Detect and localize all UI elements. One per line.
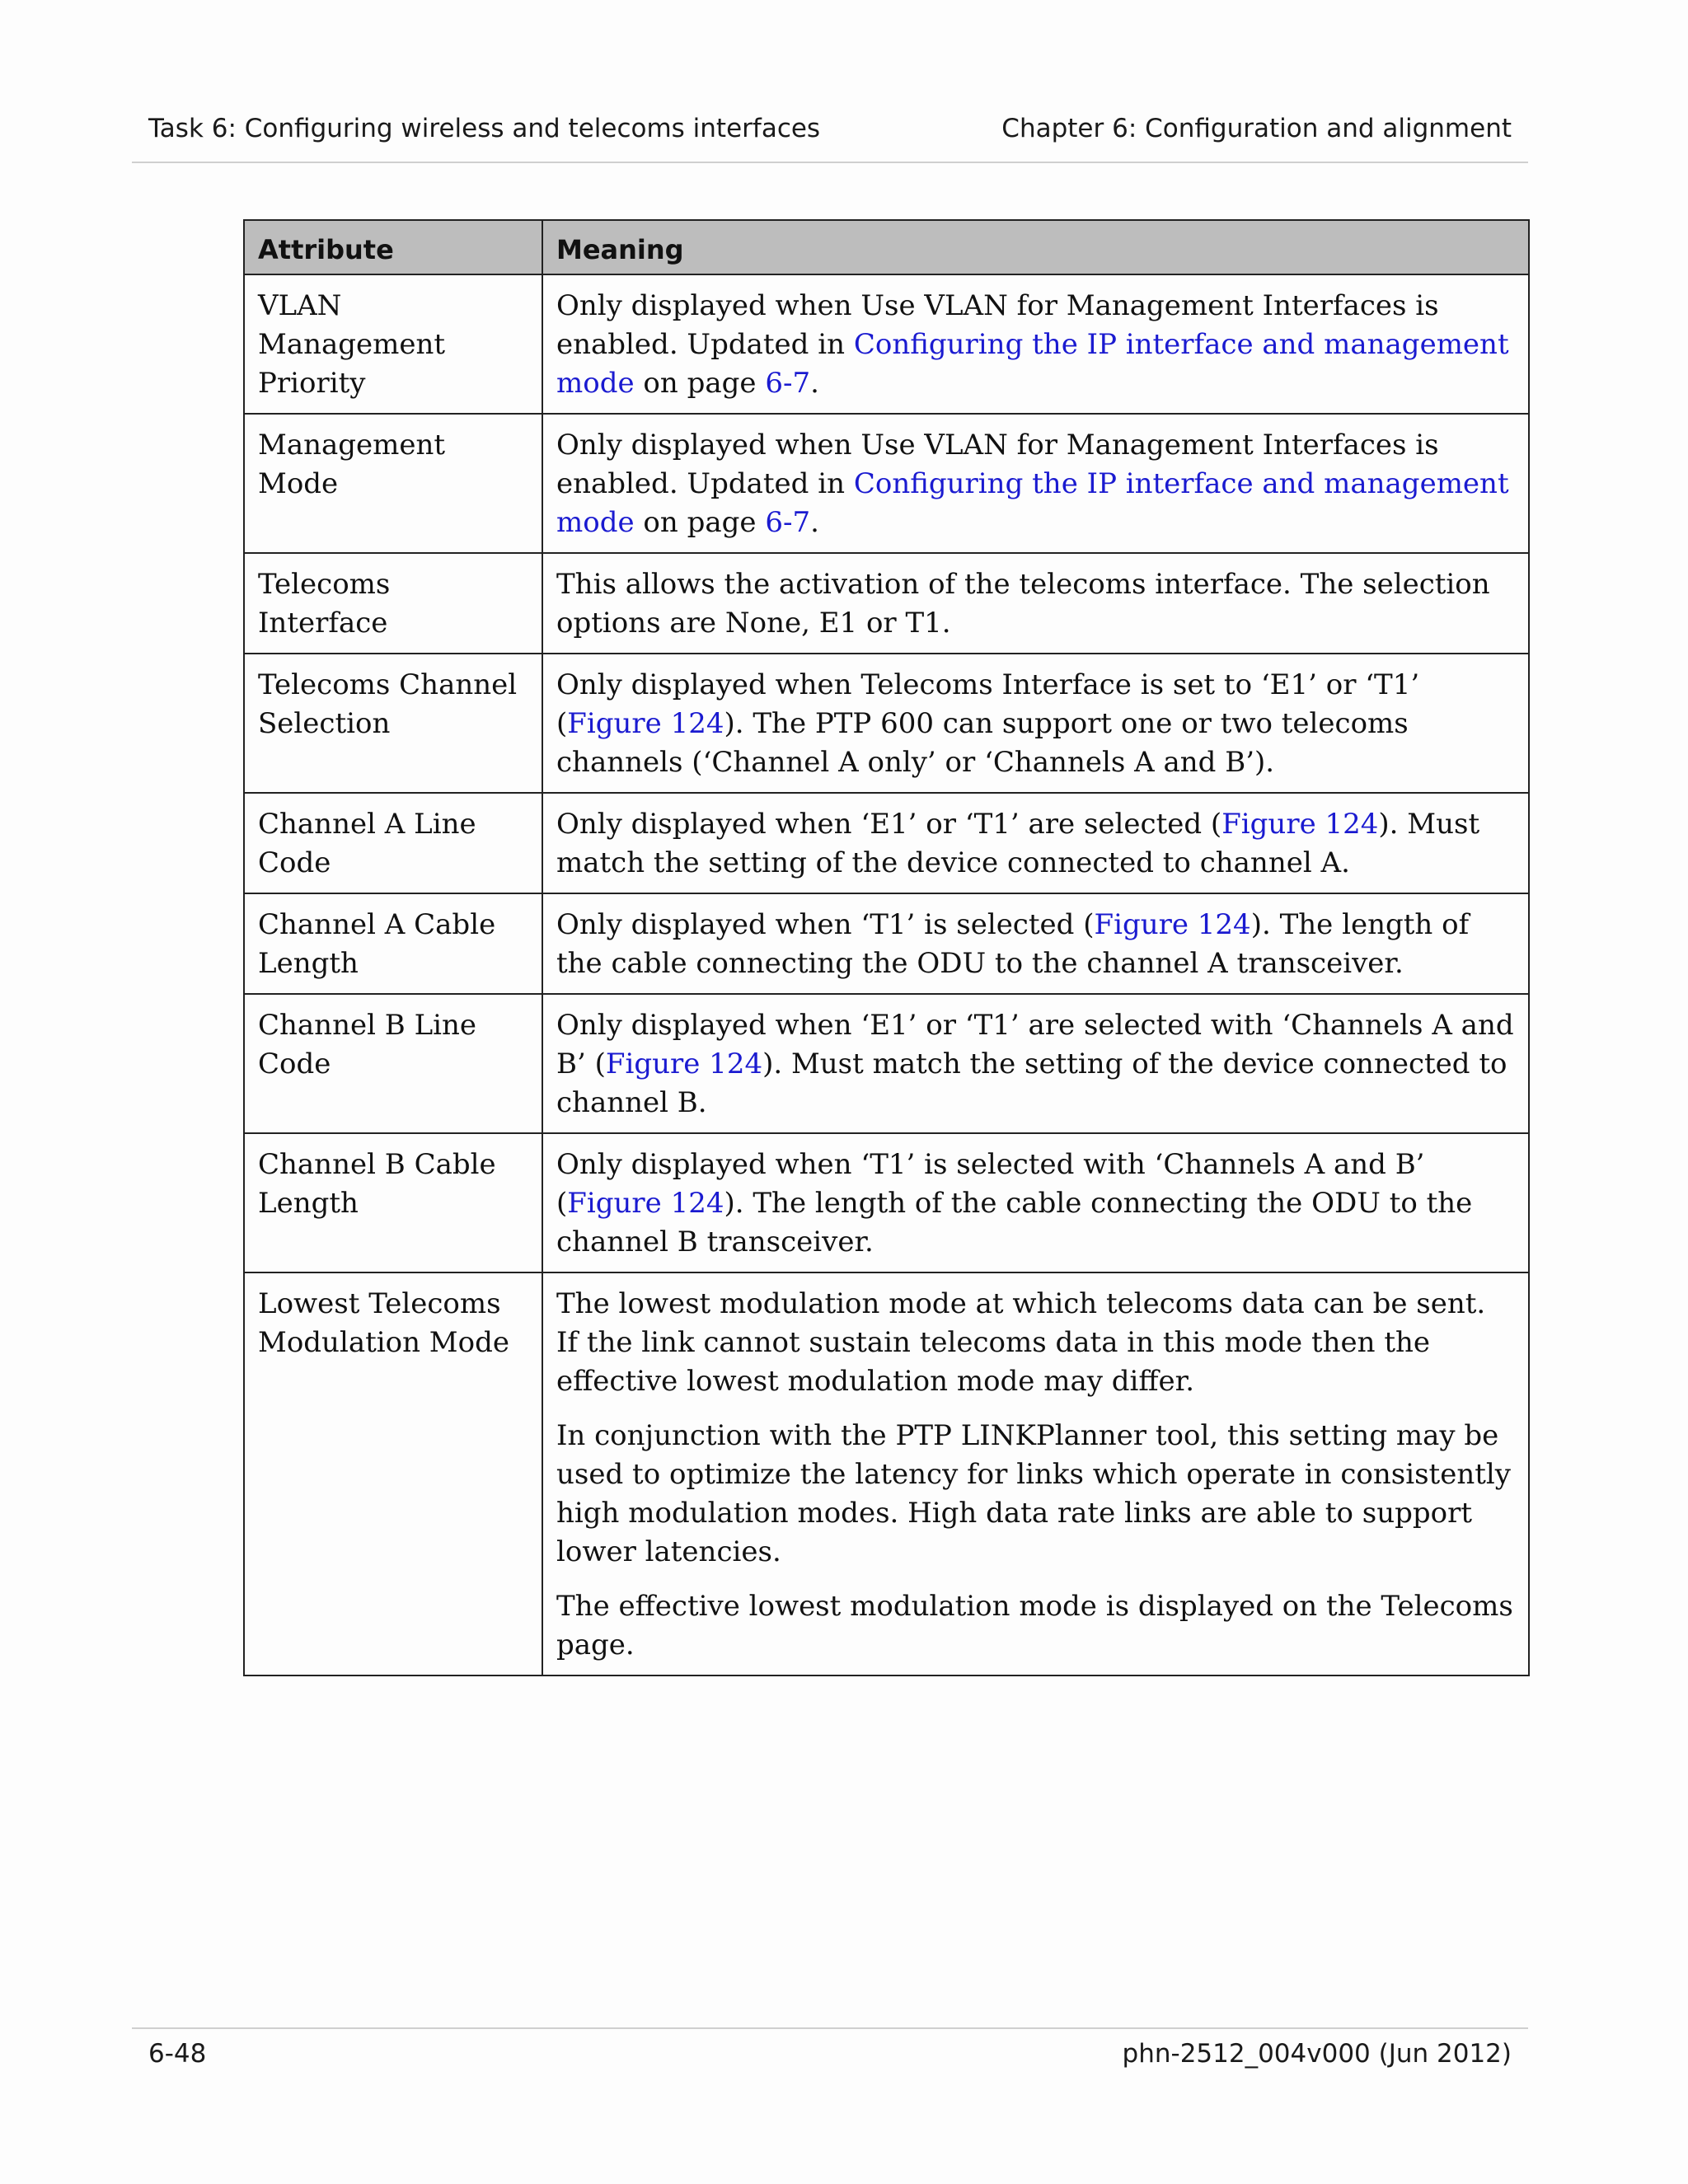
attribute-cell: Channel B Cable Length (244, 1133, 542, 1272)
attribute-table (243, 219, 1530, 1676)
column-header-meaning: Meaning (542, 220, 1529, 274)
cross-reference-link[interactable]: Figure 124 (567, 707, 724, 740)
table-row (244, 994, 1529, 1133)
header-section-title: Task 6: Configuring wireless and telecoms interfaces (148, 114, 821, 143)
meaning-cell (542, 553, 1529, 654)
page-number: 6-48 (148, 2039, 207, 2069)
meaning-text: ). Must match the setting of the device connected to channel A. (556, 808, 1480, 879)
meaning-paragraph (556, 1417, 1515, 1572)
meaning-text: This allows the activation of the telecoms interface. The selection options are None, E1 or T1. (556, 568, 1490, 640)
header-divider (132, 162, 1528, 163)
table-row (244, 414, 1529, 553)
meaning-paragraph (556, 666, 1515, 782)
meaning-text: Only displayed when ‘T1’ is selected with ‘Channels A and B’ ( (556, 1148, 1425, 1220)
meaning-cell (542, 1133, 1529, 1272)
column-header-attribute: Attribute (244, 220, 542, 274)
page-header (148, 114, 1512, 150)
meaning-text: Only displayed when Use VLAN for Management Interfaces is enabled. Updated in (556, 289, 1439, 361)
cross-reference-link[interactable]: Configuring the IP interface and management mode (556, 467, 1509, 539)
meaning-cell (542, 654, 1529, 793)
cross-reference-link[interactable]: Figure 124 (1221, 808, 1379, 841)
meaning-text: ). The length of the cable connecting the ODU to the channel B transceiver. (556, 1187, 1473, 1258)
table-row (244, 654, 1529, 793)
meaning-text: Only displayed when Use VLAN for Management Interfaces is enabled. Updated in (556, 429, 1439, 500)
meaning-text: ). The PTP 600 can support one or two telecoms channels (‘Channel A only’ or ‘Channels A and B’). (556, 707, 1409, 779)
header-chapter-title: Chapter 6: Configuration and alignment (1001, 114, 1512, 143)
table-row (244, 553, 1529, 654)
meaning-text: Only displayed when ‘E1’ or ‘T1’ are selected with ‘Channels A and B’ ( (556, 1009, 1514, 1080)
meaning-paragraph (556, 1587, 1515, 1665)
meaning-cell (542, 994, 1529, 1133)
cross-reference-link[interactable]: Configuring the IP interface and management mode (556, 328, 1509, 400)
meaning-paragraph (556, 1285, 1515, 1401)
meaning-text: In conjunction with the PTP LINKPlanner tool, this setting may be used to optimize the latency for links which operate in consistently high modulation modes. High data rate links are able to support lower latencies. (556, 1419, 1511, 1568)
meaning-cell (542, 793, 1529, 893)
attribute-cell: Telecoms Channel Selection (244, 654, 542, 793)
cross-reference-link[interactable]: Figure 124 (567, 1187, 724, 1220)
page-reference-link[interactable]: 6-7 (765, 506, 811, 539)
meaning-text: . (810, 367, 819, 400)
page-reference-link[interactable]: 6-7 (765, 367, 811, 400)
attribute-cell: Lowest Telecoms Modulation Mode (244, 1272, 542, 1675)
meaning-text: ). The length of the cable connecting the ODU to the channel A transceiver. (556, 908, 1470, 980)
table-row (244, 893, 1529, 994)
table-row (244, 1272, 1529, 1675)
attribute-cell: Telecoms Interface (244, 553, 542, 654)
attribute-cell: Channel A Cable Length (244, 893, 542, 994)
table-row (244, 1133, 1529, 1272)
meaning-text: . (810, 506, 819, 539)
meaning-paragraph (556, 565, 1515, 643)
table-row (244, 274, 1529, 414)
meaning-text: The effective lowest modulation mode is displayed on the Telecoms page. (556, 1590, 1513, 1661)
table-row (244, 793, 1529, 893)
cross-reference-link[interactable]: Figure 124 (605, 1047, 763, 1080)
meaning-text: on page (634, 506, 766, 539)
attribute-cell: Management Mode (244, 414, 542, 553)
page-footer (148, 2039, 1512, 2075)
meaning-text: Only displayed when Telecoms Interface is set to ‘E1’ or ‘T1’ ( (556, 668, 1420, 740)
attribute-cell: VLAN Management Priority (244, 274, 542, 414)
meaning-paragraph (556, 287, 1515, 403)
table-body (244, 274, 1529, 1675)
meaning-paragraph (556, 906, 1515, 983)
meaning-paragraph (556, 1006, 1515, 1122)
meaning-paragraph (556, 426, 1515, 542)
attribute-cell: Channel A Line Code (244, 793, 542, 893)
meaning-text: Only displayed when ‘T1’ is selected ( (556, 908, 1095, 941)
footer-divider (132, 2027, 1528, 2029)
table-header-row (244, 220, 1529, 274)
meaning-paragraph (556, 1146, 1515, 1262)
meaning-text: Only displayed when ‘E1’ or ‘T1’ are selected ( (556, 808, 1222, 841)
meaning-cell (542, 1272, 1529, 1675)
cross-reference-link[interactable]: Figure 124 (1094, 908, 1251, 941)
meaning-cell (542, 893, 1529, 994)
attribute-cell: Channel B Line Code (244, 994, 542, 1133)
meaning-cell (542, 274, 1529, 414)
meaning-text: on page (634, 367, 766, 400)
document-id: phn-2512_004v000 (Jun 2012) (1122, 2039, 1512, 2069)
meaning-text: The lowest modulation mode at which telecoms data can be sent. If the link cannot sustain telecoms data in this mode then the effective lowest modulation mode may differ. (556, 1287, 1486, 1398)
meaning-paragraph (556, 805, 1515, 883)
meaning-cell (542, 414, 1529, 553)
meaning-text: ). Must match the setting of the device connected to channel B. (556, 1047, 1507, 1119)
